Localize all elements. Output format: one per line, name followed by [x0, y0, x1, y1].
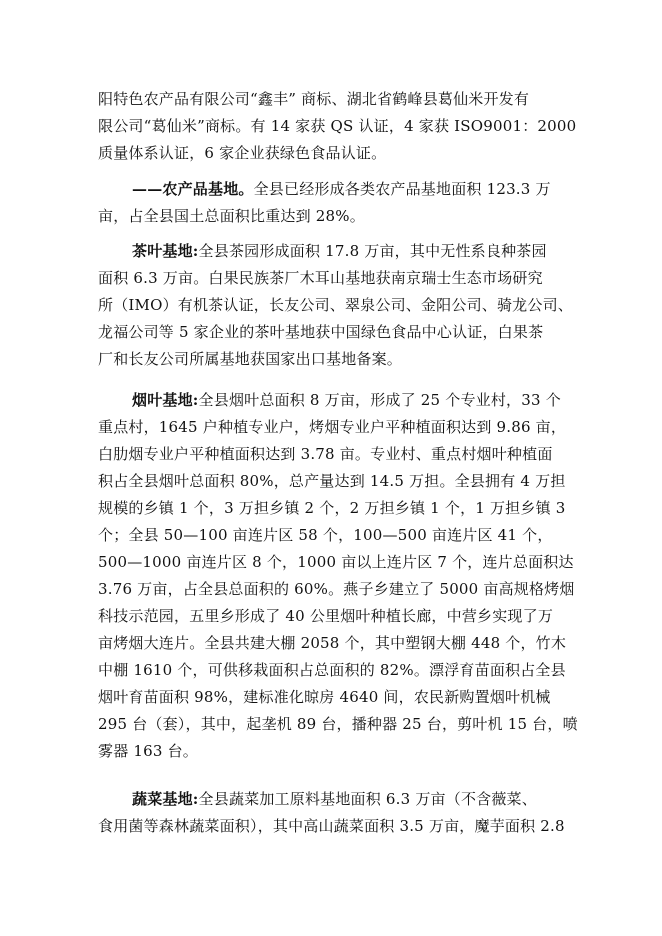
text-line [98, 813, 565, 839]
text-line [98, 346, 402, 372]
line-text: 厂和长友公司所属基地获国家出口基地备案。 [98, 350, 403, 368]
line-text: 阳特色农产品有限公司“鑫丰” 商标、湖北省鹤峰县葛仙米开发有 [98, 90, 530, 108]
subsection-heading: 蔬菜基地: [132, 790, 199, 808]
text-line [98, 495, 566, 521]
text-line [98, 711, 578, 737]
line-text: 全县茶园形成面积 17.8 万亩，其中无性系良种茶园 [198, 242, 547, 260]
text-line [98, 140, 386, 166]
text-line [98, 549, 574, 575]
text-line [98, 414, 566, 440]
line-text: 全县已经形成各类农产品基地面积 123.3 万 [253, 180, 551, 198]
line-text: 科技示范园，五里乡形成了 40 公里烟叶种植长廊，中营乡实现了万 [98, 607, 554, 625]
line-text: 中棚 1610 个，可供移栽面积占总面积的 82%。漂浮育苗面积占全县 [98, 661, 566, 679]
text-line [98, 292, 573, 318]
line-text: 全县蔬菜加工原料基地面积 6.3 万亩（不含薇菜、 [198, 790, 537, 808]
line-text: 积占全县烟叶总面积 80%，总产量达到 14.5 万担。全县拥有 4 万担 [98, 472, 566, 490]
text-line [98, 576, 575, 602]
text-line [98, 203, 365, 229]
line-text: 所（IMO）有机茶认证，长友公司、翠泉公司、金阳公司、骑龙公司、 [98, 296, 573, 314]
line-text: 雾器 163 台。 [98, 742, 198, 760]
line-text: 面积 6.3 万亩。白果民族茶厂木耳山基地获南京瑞士生态市场研究 [98, 269, 543, 287]
line-text: 质量体系认证，6 家企业获绿色食品认证。 [98, 144, 387, 162]
line-text: 重点村，1645 户种植专业户，烤烟专业户平种植面积达到 9.86 亩， [98, 418, 567, 436]
text-line [98, 265, 543, 291]
line-text: 亩，占全县国土总面积比重达到 28%。 [98, 207, 365, 225]
text-line [98, 319, 543, 345]
line-text: 295 台（套），其中，起垄机 89 台，播种器 25 台，剪叶机 15 台，喷 [98, 715, 578, 733]
section-heading-line [132, 176, 551, 202]
text-line [98, 522, 553, 548]
line-text: 限公司“葛仙米”商标。有 14 家获 QS 认证，4 家获 ISO9001：2000 [98, 117, 577, 135]
text-line [98, 738, 198, 764]
subsection-heading: 茶叶基地: [132, 242, 199, 260]
text-line [98, 630, 566, 656]
text-line [98, 657, 566, 683]
subsection-heading-line [132, 238, 547, 264]
text-line [98, 684, 551, 710]
section-heading: ——农产品基地。 [132, 180, 254, 198]
line-text: 3.76 万亩，占全县总面积的 60%。燕子乡建立了 5000 亩高规格烤烟 [98, 580, 575, 598]
line-text: 规模的乡镇 1 个，3 万担乡镇 2 个，2 万担乡镇 1 个，1 万担乡镇 3 [98, 499, 566, 517]
text-line [98, 86, 529, 112]
text-line [98, 603, 553, 629]
line-text: 全县烟叶总面积 8 万亩，形成了 25 个专业村，33 个 [198, 391, 561, 409]
subsection-heading-line [132, 387, 561, 413]
text-line [98, 113, 576, 139]
line-text: 烟叶育苗面积 98%，建标准化晾房 4640 间，农民新购置烟叶机械 [98, 688, 551, 706]
line-text: 500—1000 亩连片区 8 个，1000 亩以上连片区 7 个，连片总面积达 [98, 553, 574, 571]
text-line [98, 468, 566, 494]
line-text: 亩烤烟大连片。全县共建大棚 2058 个，其中塑钢大棚 448 个，竹木 [98, 634, 567, 652]
line-text: 白肋烟专业户平种植面积达到 3.78 亩。专业村、重点村烟叶种植面 [98, 445, 553, 463]
text-line [98, 441, 553, 467]
line-text: 龙福公司等 5 家企业的茶叶基地获中国绿色食品中心认证，白果茶 [98, 323, 544, 341]
subsection-heading-line [132, 786, 537, 812]
line-text: 食用菌等森林蔬菜面积），其中高山蔬菜面积 3.5 万亩，魔芋面积 2.8 [98, 817, 565, 835]
subsection-heading: 烟叶基地: [132, 391, 199, 409]
line-text: 个；全县 50—100 亩连片区 58 个，100—500 亩连片区 41 个， [98, 526, 553, 544]
